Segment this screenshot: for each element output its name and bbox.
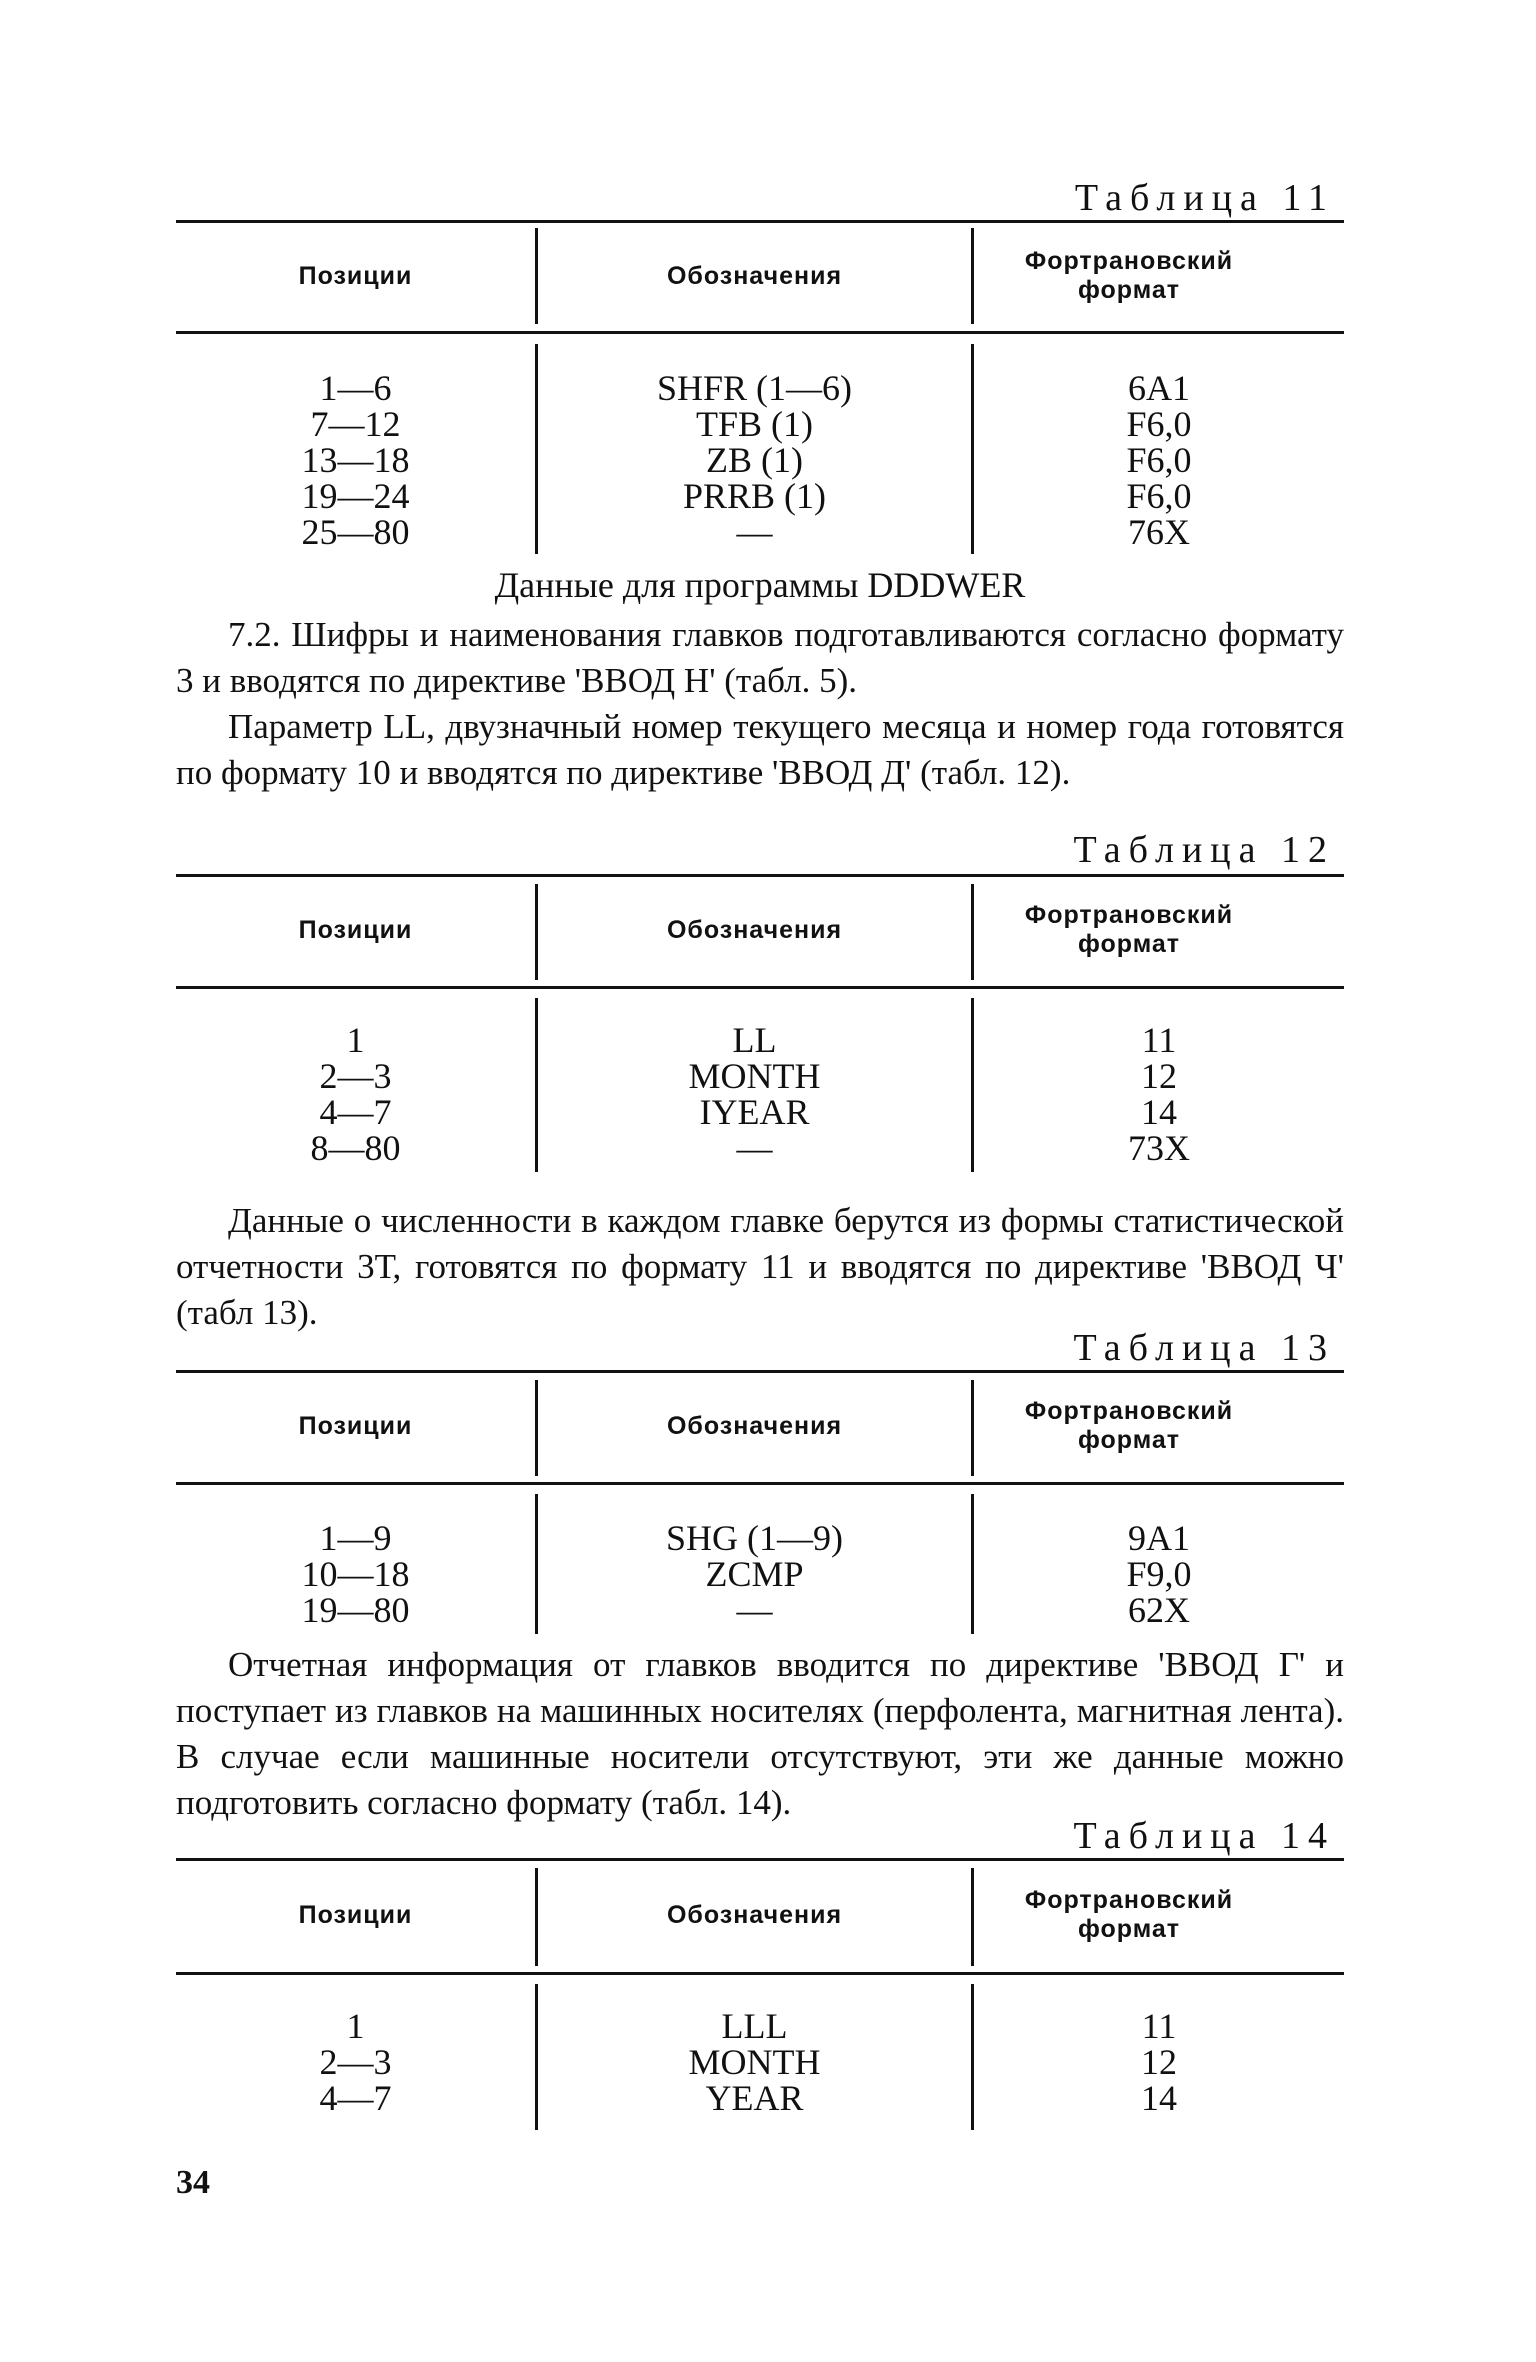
body-text	[176, 1198, 1344, 1336]
table-cell: 4—7	[319, 1092, 392, 1132]
table-cell: 19—24	[301, 476, 410, 516]
positions-column	[176, 1022, 535, 1166]
table-12	[176, 874, 1344, 1174]
designations-column	[538, 2008, 971, 2116]
section-title: Данные для программы DDDWER	[494, 565, 1026, 605]
table-cell: 19—80	[301, 1590, 410, 1630]
table-cell: PRRB (1)	[682, 476, 827, 516]
table-cell: MONTH	[688, 2042, 821, 2082]
table-top-rule	[176, 1858, 1344, 1861]
table-cell: ZCMP	[705, 1554, 804, 1594]
table-cell: 25—80	[301, 512, 410, 552]
designations-column	[538, 1520, 971, 1628]
header-positions: Позиции	[298, 261, 413, 290]
table-cell: 14	[1141, 2078, 1177, 2118]
table-14	[176, 1858, 1344, 2133]
formats-column	[974, 370, 1344, 550]
table-cell: —	[736, 512, 773, 552]
header-positions: Позиции	[298, 1900, 413, 1929]
header-positions: Позиции	[298, 1411, 413, 1440]
header-designations: Обозначения	[666, 915, 843, 944]
table-cell: F6,0	[1126, 404, 1192, 444]
table-cell: TFB (1)	[696, 404, 813, 444]
table-header-rule	[176, 986, 1344, 989]
table-cell: 14	[1141, 1092, 1177, 1132]
table-cell: F6,0	[1126, 476, 1192, 516]
table-cell: —	[736, 1128, 773, 1168]
table-cell: YEAR	[705, 2078, 804, 2118]
table-cell: 4—7	[319, 2078, 392, 2118]
table-cell: 9A1	[1128, 1518, 1190, 1558]
paragraph: Отчетная информация от главков вводится по директиве 'ВВОД Г' и поступает из главков на машинных носителях (перфолента, магнитная лента). В случае если машинные носители отсутствуют, эти же данные можно подготовить согласно формату (табл. 14).	[176, 1645, 1344, 1822]
table-cell: 62X	[1128, 1590, 1190, 1630]
table-cell: 12	[1141, 1056, 1177, 1096]
table-cell: —	[736, 1590, 773, 1630]
header-designations: Обозначения	[666, 1411, 843, 1440]
table-cell: 1	[346, 1020, 365, 1060]
paragraph: Параметр LL, двузначный номер текущего месяца и номер года готовятся по формату 10 и вводятся по директиве 'ВВОД Д' (табл. 12).	[176, 707, 1344, 792]
table-header-rule	[176, 331, 1344, 334]
table-header-rule	[176, 1482, 1344, 1485]
table-cell: 11	[1141, 2006, 1177, 2046]
table-cell: 13—18	[301, 440, 410, 480]
table-13-caption: Таблица 13	[1073, 1327, 1335, 1369]
table-cell: LL	[732, 1020, 777, 1060]
table-cell: 1	[346, 2006, 365, 2046]
table-top-rule	[176, 220, 1344, 223]
header-fortran-format: Фортрановский формат	[1024, 1397, 1234, 1454]
header-positions: Позиции	[298, 915, 413, 944]
table-cell: 1—9	[319, 1518, 392, 1558]
table-header-rule	[176, 1972, 1344, 1975]
table-cell: F6,0	[1126, 440, 1192, 480]
table-cell: 6A1	[1128, 368, 1190, 408]
table-13	[176, 1370, 1344, 1635]
table-cell: LLL	[721, 2006, 788, 2046]
body-text	[176, 1642, 1344, 1826]
table-cell: SHFR (1—6)	[656, 368, 853, 408]
table-cell: ZB (1)	[706, 440, 803, 480]
positions-column	[176, 370, 535, 550]
table-11-caption: Таблица 11	[1074, 177, 1335, 219]
table-cell: 12	[1141, 2042, 1177, 2082]
table-cell: 8—80	[310, 1128, 401, 1168]
table-cell: 11	[1141, 1020, 1177, 1060]
page-number: 34	[176, 2164, 210, 2201]
table-14-caption: Таблица 14	[1073, 1815, 1335, 1857]
paragraph: 7.2. Шифры и наименования главков подготавливаются согласно формату 3 и вводятся по директиве 'ВВОД Н' (табл. 5).	[176, 615, 1344, 700]
table-cell: IYEAR	[699, 1092, 810, 1132]
table-cell: MONTH	[688, 1056, 821, 1096]
formats-column	[974, 1520, 1344, 1628]
header-fortran-format: Фортрановский формат	[1024, 247, 1234, 304]
table-12-caption: Таблица 12	[1073, 829, 1335, 871]
designations-column	[538, 1022, 971, 1166]
table-cell: 7—12	[310, 404, 401, 444]
formats-column	[974, 1022, 1344, 1166]
header-fortran-format: Фортрановский формат	[1024, 1886, 1234, 1943]
body-text	[176, 612, 1344, 796]
header-designations: Обозначения	[666, 1900, 843, 1929]
table-cell: F9,0	[1126, 1554, 1192, 1594]
positions-column	[176, 1520, 535, 1628]
table-cell: 1—6	[319, 368, 392, 408]
paragraph: Данные о численности в каждом главке берутся из формы статистической отчетности 3Т, готовятся по формату 11 и вводятся по директиве 'ВВОД Ч' (табл 13).	[176, 1201, 1344, 1332]
header-fortran-format: Фортрановский формат	[1024, 901, 1234, 958]
positions-column	[176, 2008, 535, 2116]
table-cell: 2—3	[319, 1056, 392, 1096]
table-11	[176, 220, 1344, 555]
designations-column	[538, 370, 971, 550]
table-cell: 76X	[1128, 512, 1190, 552]
table-cell: 73X	[1128, 1128, 1190, 1168]
table-top-rule	[176, 874, 1344, 877]
formats-column	[974, 2008, 1344, 2116]
table-cell: 2—3	[319, 2042, 392, 2082]
table-top-rule	[176, 1370, 1344, 1373]
header-designations: Обозначения	[666, 261, 843, 290]
table-cell: SHG (1—9)	[666, 1518, 843, 1558]
table-cell: 10—18	[301, 1554, 410, 1594]
